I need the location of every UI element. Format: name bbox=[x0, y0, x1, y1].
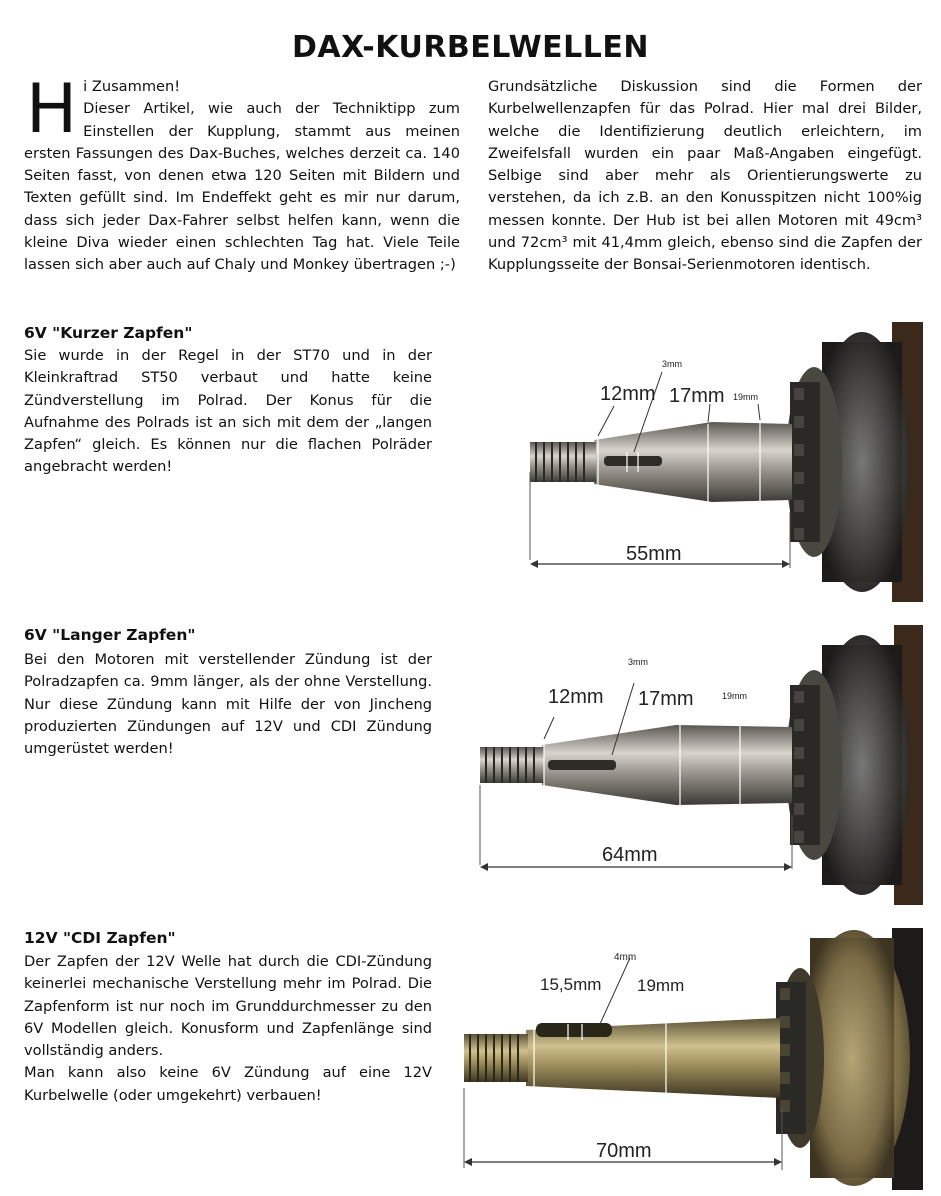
section-text-cdi-pin bbox=[24, 951, 432, 1107]
drop-cap: H bbox=[26, 70, 78, 149]
diameter-label: 19mm bbox=[733, 392, 759, 402]
diameter-label: 15,5mm bbox=[540, 975, 602, 994]
length-label: 70mm bbox=[596, 1140, 652, 1162]
length-label: 55mm bbox=[626, 543, 682, 565]
section-text-long-pin bbox=[24, 649, 432, 760]
length-label: 64mm bbox=[602, 844, 658, 866]
diameter-label: 12mm bbox=[548, 686, 604, 708]
crankshaft-photo-long-pin bbox=[476, 625, 923, 905]
keyway-label: 4mm bbox=[614, 952, 637, 963]
section-paragraph: Der Zapfen der 12V Welle hat durch die CDI-Zündung keinerlei mechanische Verstellung mehr im Polrad. Die Zapfenform ist nur noch im Grunddurchmesser zu den 6V Modellen gleich. Konusform und Zapfenlänge sind vollständig anders. bbox=[24, 953, 432, 1060]
section-heading-cdi-pin: 12V "CDI Zapfen" bbox=[24, 929, 176, 947]
page-title: DAX-KURBELWELLEN bbox=[292, 30, 649, 65]
section-paragraph: Bei den Motoren mit verstellender Zündung ist der Polradzapfen ca. 9mm länger, als der ohne Verstellung. Nur diese Zündung kann mit Hilfe der von Jincheng produzierten Zündungen auf 12V und CDI Zündung umgerüstet werden! bbox=[24, 651, 432, 758]
crankshaft-photo-cdi-pin bbox=[460, 928, 923, 1190]
diameter-label: 12mm bbox=[600, 383, 656, 405]
section-paragraph: Man kann also keine 6V Zündung auf eine 12V Kurbelwelle (oder umgekehrt) verbauen! bbox=[24, 1064, 432, 1104]
diameter-label: 17mm bbox=[638, 688, 694, 710]
section-text-short-pin bbox=[24, 345, 432, 479]
intro-greeting: i Zusammen! bbox=[83, 78, 181, 95]
crankshaft-photo-short-pin bbox=[522, 322, 923, 602]
intro-right-column bbox=[488, 76, 922, 277]
section-heading-short-pin: 6V "Kurzer Zapfen" bbox=[24, 324, 193, 342]
diameter-label: 19mm bbox=[637, 976, 685, 995]
section-heading-long-pin: 6V "Langer Zapfen" bbox=[24, 626, 196, 644]
section-paragraph: Sie wurde in der Regel in der ST70 und in der Kleinkraftrad ST50 verbaut und hatte keine Zündverstellung im Polrad. Der Konus für die Aufnahme des Polrads ist an sich mit dem der „langen Zapfen“ gleich. Es können nur die flachen Polräder angebracht werden! bbox=[24, 347, 432, 476]
intro-right-text: Grundsätzliche Diskussion sind die Formen der Kurbelwellenzapfen für das Polrad. Hier mal drei Bilder, welche die Identifizierung deutlich erleichtern, im Zweifelsfall wurden ein paar Maß-Angaben eingefügt. Selbige sind aber mehr als Orientierungswerte zu verstehen, da ich z.B. an den Konusspitzen nicht 100%ig messen konnte. Der Hub ist bei allen Motoren mit 49cm³ und 72cm³ mit 41,4mm gleich, ebenso sind die Zapfen der Kupplungsseite der Bonsai-Serienmotoren identisch. bbox=[488, 78, 922, 274]
diameter-label: 17mm bbox=[669, 385, 725, 407]
keyway-label: 3mm bbox=[628, 657, 648, 667]
keyway-label: 3mm bbox=[662, 359, 682, 369]
diameter-label: 19mm bbox=[722, 691, 748, 701]
intro-left-column bbox=[24, 70, 460, 277]
intro-text: Dieser Artikel, wie auch der Techniktipp zum Einstellen der Kupplung, stammt aus meinen ersten Fassungen des Dax-Buches, welches derzeit ca. 140 Seiten fasst, von denen etwa 120 Seiten mit Bildern und Texten gefüllt sind. Im Endeffekt geht es mir nur darum, dass sich jeder Dax-Fahrer selbst helfen kann, wenn die kleine Diva wieder einen schlechten Tag hat. Viele Teile lassen sich aber auch auf Chaly und Monkey übertragen ;-) bbox=[24, 100, 460, 274]
